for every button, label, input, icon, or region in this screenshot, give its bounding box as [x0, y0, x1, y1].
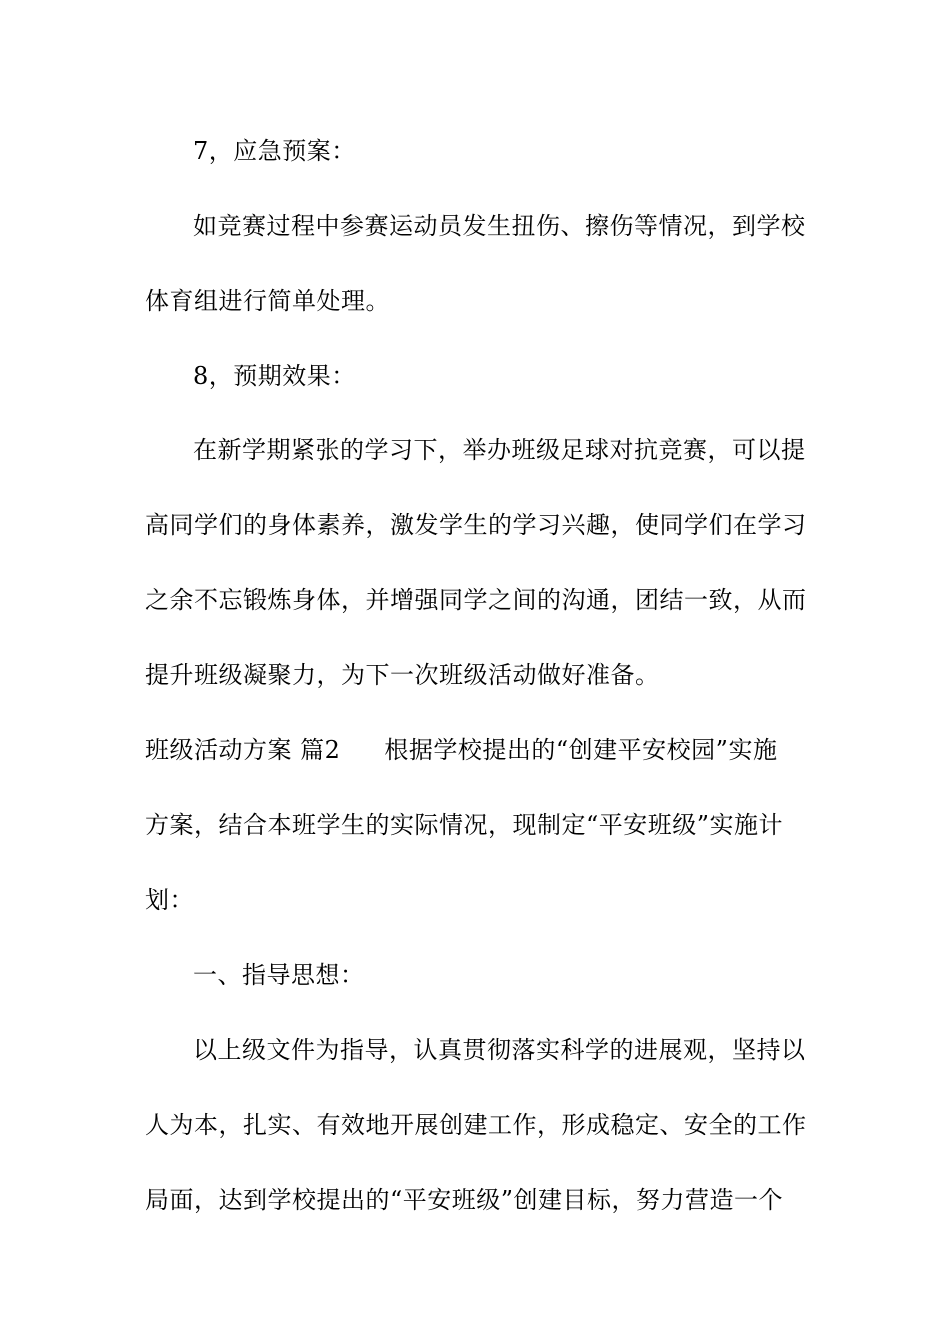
paragraph-line: 体育组进行简单处理。 [145, 287, 390, 315]
paragraph-line: 人为本，扎实、有效地开展创建工作，形成稳定、安全的工作 [145, 1111, 807, 1139]
subsection-heading: 一、指导思想： [193, 961, 365, 989]
section-heading: 班级活动方案 篇2 [145, 736, 341, 764]
section-line [145, 735, 810, 765]
paragraph-line: 之余不忘锻炼身体，并增强同学之间的沟通，团结一致，从而 [145, 586, 807, 614]
item-7-heading: 7，应急预案： [193, 137, 356, 165]
paragraph-line: 在新学期紧张的学习下，举办班级足球对抗竞赛，可以提 [193, 436, 806, 464]
paragraph-line: 提升班级凝聚力，为下一次班级活动做好准备。 [145, 661, 660, 689]
paragraph-line: 方案，结合本班学生的实际情况，现制定“平安班级”实施计 [145, 811, 784, 839]
paragraph-line: 划： [145, 886, 194, 914]
paragraph-line: 局面，达到学校提出的“平安班级”创建目标，努力营造一个 [145, 1186, 784, 1214]
item-8-heading: 8，预期效果： [193, 362, 356, 390]
paragraph-line: 高同学们的身体素养，激发学生的学习兴趣，使同学们在学习 [145, 511, 807, 539]
paragraph-line: 如竞赛过程中参赛运动员发生扭伤、擦伤等情况，到学校 [193, 212, 806, 240]
paragraph-line: 以上级文件为指导，认真贯彻落实科学的进展观，坚持以 [193, 1036, 806, 1064]
paragraph-text: 根据学校提出的“创建平安校园”实施 [384, 736, 778, 764]
